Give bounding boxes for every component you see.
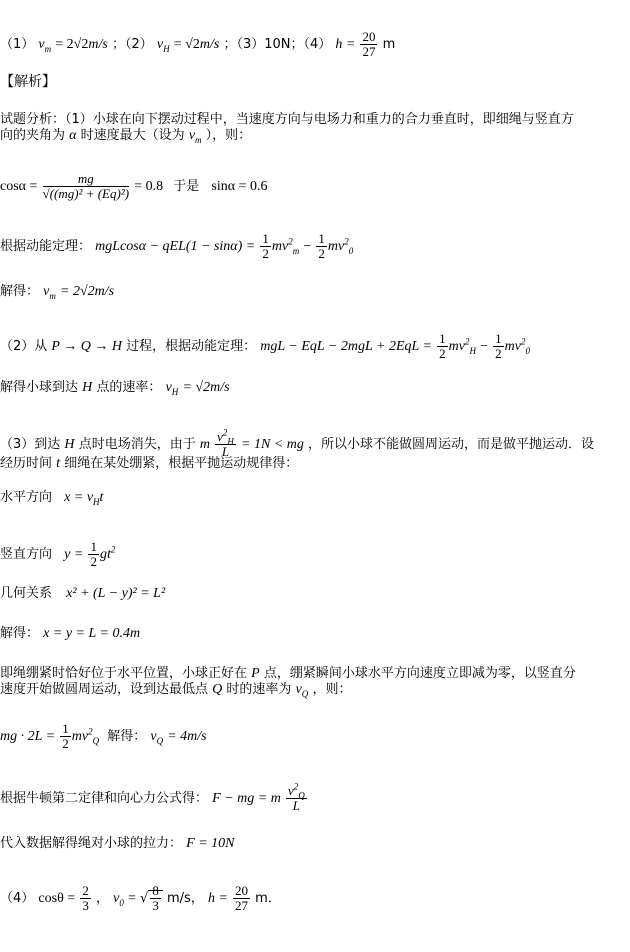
- analysis-line-2: 向的夹角为 α 时速度最大（设为 $v_m$ ），则：: [0, 128, 252, 145]
- newton-equation: 根据牛顿第二定律和向心力公式得： F − mg = m $\frac{v^2_Q}{L}$: [0, 781, 305, 813]
- horizontal-equation: 水平方向 $x = v_Ht$: [0, 490, 104, 507]
- vh-unit: m/s: [199, 37, 220, 52]
- vm-unit: m/s: [88, 37, 108, 52]
- tension-result: 代入数据解得绳对小球的拉力： F = 10N: [0, 836, 235, 851]
- part4-answer: （4） cosθ = $\frac{2}{3}$ ， $v_0$ = √ $\frac{8}{3}$ m/s， h = $\frac{20}{27}$ m．: [0, 883, 281, 913]
- answer-2-label: ；（2）: [111, 37, 153, 52]
- vm-symbol-inline: $v_m$: [188, 128, 202, 145]
- analysis-line-1: 试题分析：（1）小球在向下摆动过程中，当速度方向与电场力和重力的合力垂直时，即细绳与竖直方: [0, 112, 574, 127]
- vm-symbol: $v_m$: [38, 37, 52, 54]
- geometry-equation: 几何关系 x² + (L − y)² = L²: [0, 586, 166, 601]
- part3-line-4: 速度开始做圆周运动，设到达最低点 Q 时的速率为 $v_Q$ ，则：: [0, 682, 352, 699]
- vm-result: 解得： $v_m = 2√2m/s$: [0, 284, 115, 301]
- energy-equation-2: （2）从 P → Q → H 过程，根据动能定理： mgL − EqL − 2mgL + 2EqL = $\frac{1}{2}$ $mv^2_H$ − $\frac{1}{2}$ $mv^2_0$: [0, 331, 530, 361]
- answers-line: [0, 30, 630, 59]
- h-fraction: $\frac{20}{27}$: [362, 29, 376, 59]
- h-unit: m: [382, 37, 396, 52]
- vh-result: 解得小球到达 H 点的速率： $v_H = √2m/s$: [0, 380, 230, 397]
- answer-3-4-label: ；（3）10N；（4）: [223, 37, 332, 52]
- alpha-symbol: α: [69, 128, 77, 143]
- vm-value: = 2√2: [55, 37, 89, 52]
- h-symbol: h =: [335, 37, 356, 52]
- answer-1-label: （1）: [0, 37, 35, 52]
- xyl-result: 解得： x = y = L = 0.4m: [0, 626, 141, 641]
- vq-equation: mg · 2L = $\frac{1}{2}$ $mv^2_Q$ 解得： $v_Q = 4m/s$: [0, 721, 207, 751]
- vh-value: = √2: [173, 37, 200, 52]
- part3-line-3: 即绳绷紧时恰好位于水平位置，小球正好在 P 点，绷紧瞬间小球水平方向速度立即减为零，以竖直分: [0, 666, 576, 681]
- part3-line-2: 经历时间 t 细绳在某处绷紧，根据平抛运动规律得：: [0, 456, 299, 471]
- vertical-equation: 竖直方向 y = $\frac{1}{2}$ $gt^2$: [0, 539, 116, 569]
- cos-alpha-equation: cosα = $\frac{mg}{\text{√((mg)² + (Eq)²)}}$ = 0.8 于是 sinα = 0.6: [0, 171, 268, 201]
- part3-line-1: （3）到达 H 点时电场消失，由于 m $\frac{v^2_H}{L}$ = 1N < mg ，所以小球不能做圆周运动，而是做平抛运动．设: [0, 427, 595, 459]
- cos-alpha-fraction: $\frac{mg}{\text{√((mg)² + (Eq)²)}}$: [42, 171, 130, 201]
- energy-equation-1: 根据动能定理： mgLcosα − qEL(1 − sinα) = $\frac{1}{2}$ $mv^2_m$ − $\frac{1}{2}$ $mv^2_0$: [0, 231, 354, 261]
- analysis-heading: 【解析】: [0, 74, 56, 90]
- vh-symbol: $v_H$: [156, 37, 170, 54]
